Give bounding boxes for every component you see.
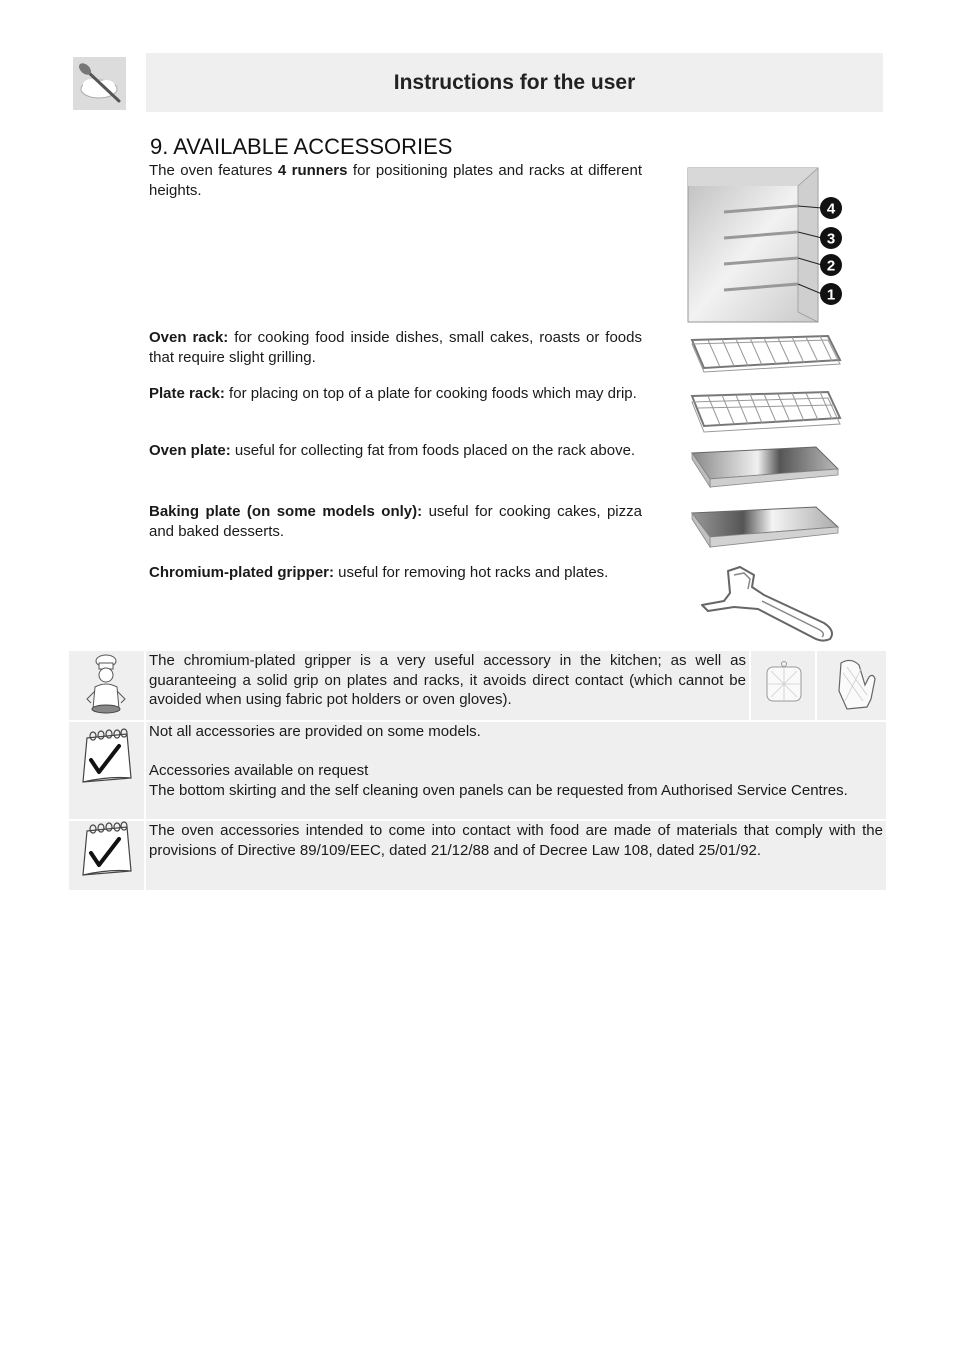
accessory-desc: useful for collecting fat from foods placed on the rack above. bbox=[230, 442, 636, 459]
notepad-icon-cell bbox=[69, 722, 146, 819]
models-note-text: Not all accessories are provided on some models. bbox=[149, 723, 481, 740]
accessory-name: Oven plate: bbox=[149, 442, 231, 459]
plate-rack-icon bbox=[688, 388, 844, 436]
notepad-check-icon bbox=[69, 821, 144, 890]
accessory-oven-rack bbox=[149, 328, 642, 367]
runner-1-label: 1 bbox=[826, 286, 836, 304]
oven-rack-icon bbox=[688, 332, 844, 376]
runner-4-badge bbox=[820, 197, 842, 219]
gripper-note-text: The chromium-plated gripper is a very useful accessory in the kitchen; as well as guaranteeing a solid grip on plates and racks, it avoids direct contact (which cannot be avoided when using fabric pot holders or oven gloves). bbox=[149, 652, 746, 708]
accessory-desc: for cooking food inside dishes, small cakes, roasts or foods that require slight grilling. bbox=[149, 329, 642, 366]
accessory-baking-plate bbox=[149, 502, 642, 541]
gripper-icon bbox=[694, 565, 840, 645]
oven-glove-icon bbox=[817, 651, 888, 720]
pot-holder-cell bbox=[749, 651, 815, 720]
accessory-name: Oven rack: bbox=[149, 329, 229, 346]
gripper-note-row bbox=[69, 651, 886, 720]
intro-paragraph bbox=[149, 161, 642, 200]
intro-text-pre: The oven features bbox=[149, 162, 278, 179]
runner-2-badge bbox=[820, 254, 842, 276]
oven-runners-illustration bbox=[686, 166, 846, 324]
accessory-desc: useful for removing hot racks and plates. bbox=[334, 564, 609, 581]
accessory-name: Plate rack: bbox=[149, 385, 225, 402]
header-bar bbox=[146, 53, 883, 112]
oven-plate-icon bbox=[688, 445, 842, 491]
runner-3-label: 3 bbox=[826, 230, 836, 248]
pot-holder-icon bbox=[751, 651, 815, 720]
accessory-desc: for placing on top of a plate for cooking foods which may drip. bbox=[224, 385, 637, 402]
section-title bbox=[150, 134, 452, 160]
accessory-plate-rack bbox=[149, 384, 642, 404]
request-text: The bottom skirting and the self cleaning oven panels can be requested from Authorised Service Centres. bbox=[149, 781, 848, 799]
intro-text-post: for positioning plates and racks at different heights. bbox=[149, 162, 643, 199]
section-number: 9. bbox=[150, 134, 169, 159]
chef-icon-cell bbox=[69, 651, 146, 720]
intro-text-bold: 4 runners bbox=[277, 162, 348, 179]
accessory-gripper bbox=[149, 563, 642, 583]
accessory-desc: useful for cooking cakes, pizza and baked desserts. bbox=[149, 503, 642, 540]
notepad-check-icon bbox=[69, 722, 144, 819]
directive-note-text: The oven accessories intended to come into contact with food are made of materials that comply with the provisions of Directive 89/109/EEC, dated 21/12/88 and of Decree Law 108, dated 25/01/92. bbox=[149, 822, 883, 859]
spoon-chef-hat-icon bbox=[73, 57, 126, 110]
models-note-block bbox=[149, 722, 883, 800]
directive-note-row bbox=[69, 821, 886, 890]
baking-plate-icon bbox=[688, 505, 842, 551]
runner-1-badge bbox=[820, 283, 842, 305]
chef-icon bbox=[69, 651, 144, 720]
runner-2-label: 2 bbox=[826, 257, 836, 275]
runner-4-label: 4 bbox=[826, 200, 836, 218]
accessory-oven-plate bbox=[149, 441, 642, 461]
request-title: Accessories available on request bbox=[149, 762, 369, 779]
logo bbox=[73, 57, 126, 110]
accessory-name: Chromium-plated gripper: bbox=[149, 564, 335, 581]
page-title: Instructions for the user bbox=[393, 70, 636, 94]
section-heading: AVAILABLE ACCESSORIES bbox=[173, 134, 453, 159]
runner-3-badge bbox=[820, 227, 842, 249]
oven-glove-cell bbox=[815, 651, 888, 720]
models-note-row bbox=[69, 722, 886, 819]
notepad-icon-cell bbox=[69, 821, 146, 890]
accessory-name: Baking plate (on some models only): bbox=[149, 503, 423, 520]
